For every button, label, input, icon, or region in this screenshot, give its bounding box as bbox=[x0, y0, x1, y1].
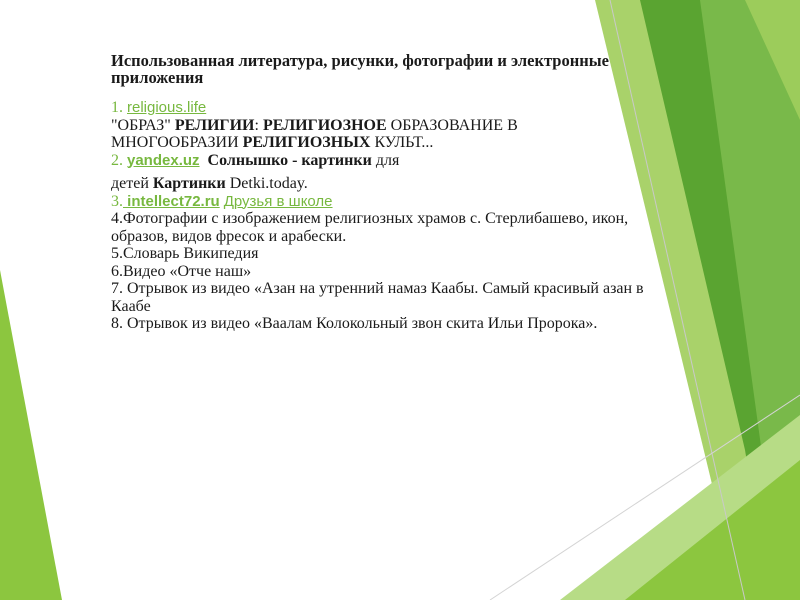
references-block bbox=[111, 52, 651, 333]
reference-item-4: 4.Фотографии с изображением религиозных храмов с. Стерлибашево, икон, образов, видов фресок и арабески. bbox=[111, 210, 629, 245]
reference-item-6: 6.Видео «Отче наш» bbox=[111, 262, 252, 280]
reference-item-8: 8. Отрывок из видео «Ваалам Колокольный звон скита Ильи Пророка». bbox=[111, 315, 598, 332]
reference-item-7: 7. Отрывок из видео «Азан на утренний намаз Каабы. Самый красивый азан в Каабе bbox=[111, 280, 644, 315]
link-intellect72[interactable]: intellect72.ru bbox=[123, 192, 220, 210]
reference-item-1-desc: "ОБРАЗ" РЕЛИГИИ: РЕЛИГИОЗНОЕ ОБРАЗОВАНИЕ В bbox=[111, 116, 518, 134]
link-yandex-uz[interactable]: yandex.uz bbox=[127, 151, 200, 169]
page-title: Использованная литература, рисунки, фотографии и электронные приложения bbox=[111, 51, 609, 87]
reference-item-2: 2. yandex.uz Солнышко - картинки для bbox=[111, 151, 400, 169]
left-green-triangle bbox=[0, 270, 62, 600]
reference-item-1 bbox=[111, 99, 651, 117]
reference-item-3: 3. intellect72.ru Друзья в школе bbox=[111, 192, 333, 210]
reference-item-5: 5.Словарь Википедия bbox=[111, 245, 259, 262]
reference-item-2-desc: детей Картинки Detki.today. bbox=[111, 175, 308, 192]
link-religious-life[interactable]: religious.life bbox=[127, 99, 207, 116]
link-friends-at-school[interactable]: Друзья в школе bbox=[223, 192, 333, 210]
item-number: 1. bbox=[111, 99, 127, 116]
reference-item-1-desc-2: МНОГООБРАЗИИ РЕЛИГИОЗНЫХ КУЛЬТ... bbox=[111, 134, 434, 151]
